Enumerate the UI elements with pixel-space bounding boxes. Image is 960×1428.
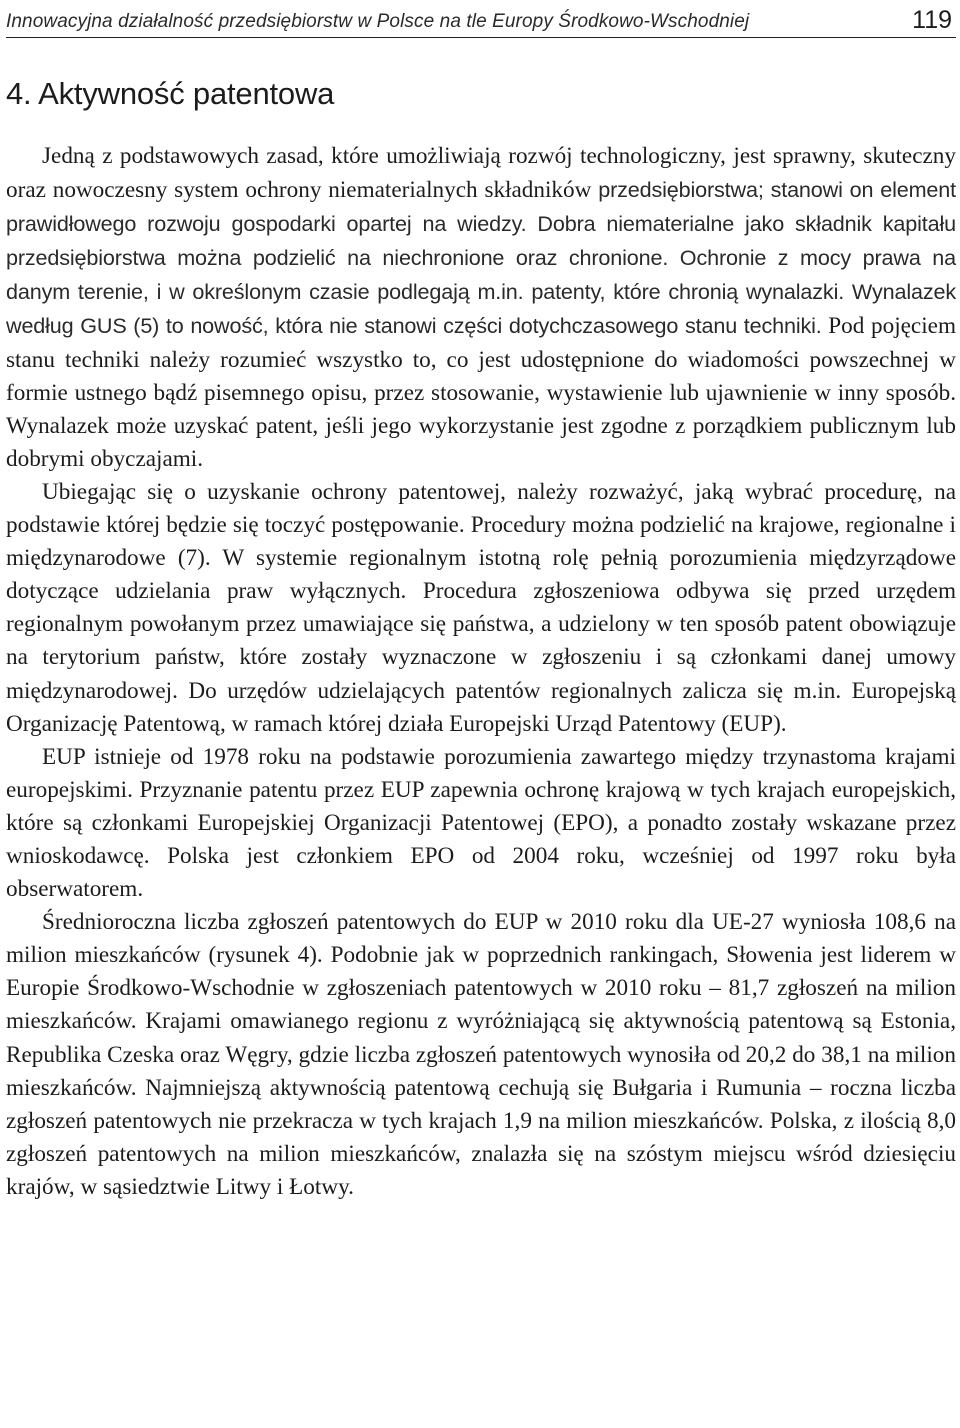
paragraph-2: Ubiegając się o uzyskanie ochrony patentowej, należy rozważyć, jaką wybrać procedurę, na podstawie której będzie się toczyć postępowanie. Procedury można podzielić na krajowe, regionalne i międzynarodowe (7). W systemie regionalnym istotną rolę pełnią porozumienia międzyrządowe dotyczące udzielania praw wyłącznych. Procedura zgłoszeniowa odbywa się przed urzędem regionalnym powołanym przez umawiające się państwa, a udzielony w ten sposób patent obowiązuje na terytorium państw, które zostały wyznaczone w zgłoszeniu i są członkami danej umowy międzynarodowej. Do urzędów udzielających patentów regionalnych zalicza się m.in. Europejską Organizację Patentową, w ramach której działa Europejski Urząd Patentowy (EUP). [6,478,956,737]
body-text [6,140,956,1204]
paragraph-1-serif-lead: Jedną z podstawowych zasad, które umożliwiają rozwój technologiczny, jest sprawny, skuteczny oraz nowoczesny system ochrony niematerialnych składników [6,143,956,204]
paragraph-1 [6,140,956,476]
paragraph-1-sans-passage: przedsiębiorstwa; stanowi on element prawidłowego rozwoju gospodarki opartej na wiedzy. Dobra niematerialne jako składnik kapitału przedsiębiorstwa można podzielić na niechronione oraz chronione. Ochronie z mocy prawa na danym terenie, i w określonym czasie podlegają m.in. patenty, które chronią wynalazki. Wynalazek według GUS (5) to nowość, która nie stanowi części dotychczasowego stanu techniki. [6,177,957,339]
section-heading: 4. Aktywność patentowa [6,76,335,111]
paragraph-4: Średnioroczna liczba zgłoszeń patentowych do EUP w 2010 roku dla UE-27 wyniosła 108,6 na milion mieszkańców (rysunek 4). Podobnie jak w poprzednich rankingach, Słowenia jest liderem w Europie Środkowo-Wschodnie w zgłoszeniach patentowych w 2010 roku – 81,7 zgłoszeń na milion mieszkańców. Krajami omawianego regionu z wyróżniającą się aktywnością patentową są Estonia, Republika Czeska oraz Węgry, gdzie liczba zgłoszeń patentowych wynosiła od 20,2 do 38,1 na milion mieszkańców. Najmniejszą aktywnością patentową cechują się Bułgaria i Rumunia – roczna liczba zgłoszeń patentowych nie przekracza w tych krajach 1,9 na milion mieszkańców. Polska, z ilością 8,0 zgłoszeń patentowych na milion mieszkańców, znalazła się na szóstym miejscu wśród dziesięciu krajów, w sąsiedztwie Litwy i Łotwy. [6,909,956,1200]
paragraph-1-serif-tail: Pod pojęciem stanu techniki należy rozumieć wszystko to, co jest udostępnione do wiadomości powszechnej w formie ustnego bądź pisemnego opisu, przez stosowanie, wystawienie lub ujawnienie w inny sposób. Wynalazek może uzyskać patent, jeśli jego wykorzystanie jest zgodne z porządkiem publicznym lub dobrymi obyczajami. [6,313,956,472]
running-header [6,4,956,38]
page-number: 119 [912,6,952,34]
paragraph-3: EUP istnieje od 1978 roku na podstawie porozumienia zawartego między trzynastoma krajami europejskimi. Przyznanie patentu przez EUP zapewnia ochronę krajową w tych krajach europejskich, które są członkami Europejskiej Organizacji Patentowej (EPO), a ponadto zostały wskazane przez wnioskodawcę. Polska jest członkiem EPO od 2004 roku, wcześniej od 1997 roku była obserwatorem. [6,743,956,903]
running-title: Innowacyjna działalność przedsiębiorstw w Polsce na tle Europy Środkowo-Wschodniej [6,11,750,32]
